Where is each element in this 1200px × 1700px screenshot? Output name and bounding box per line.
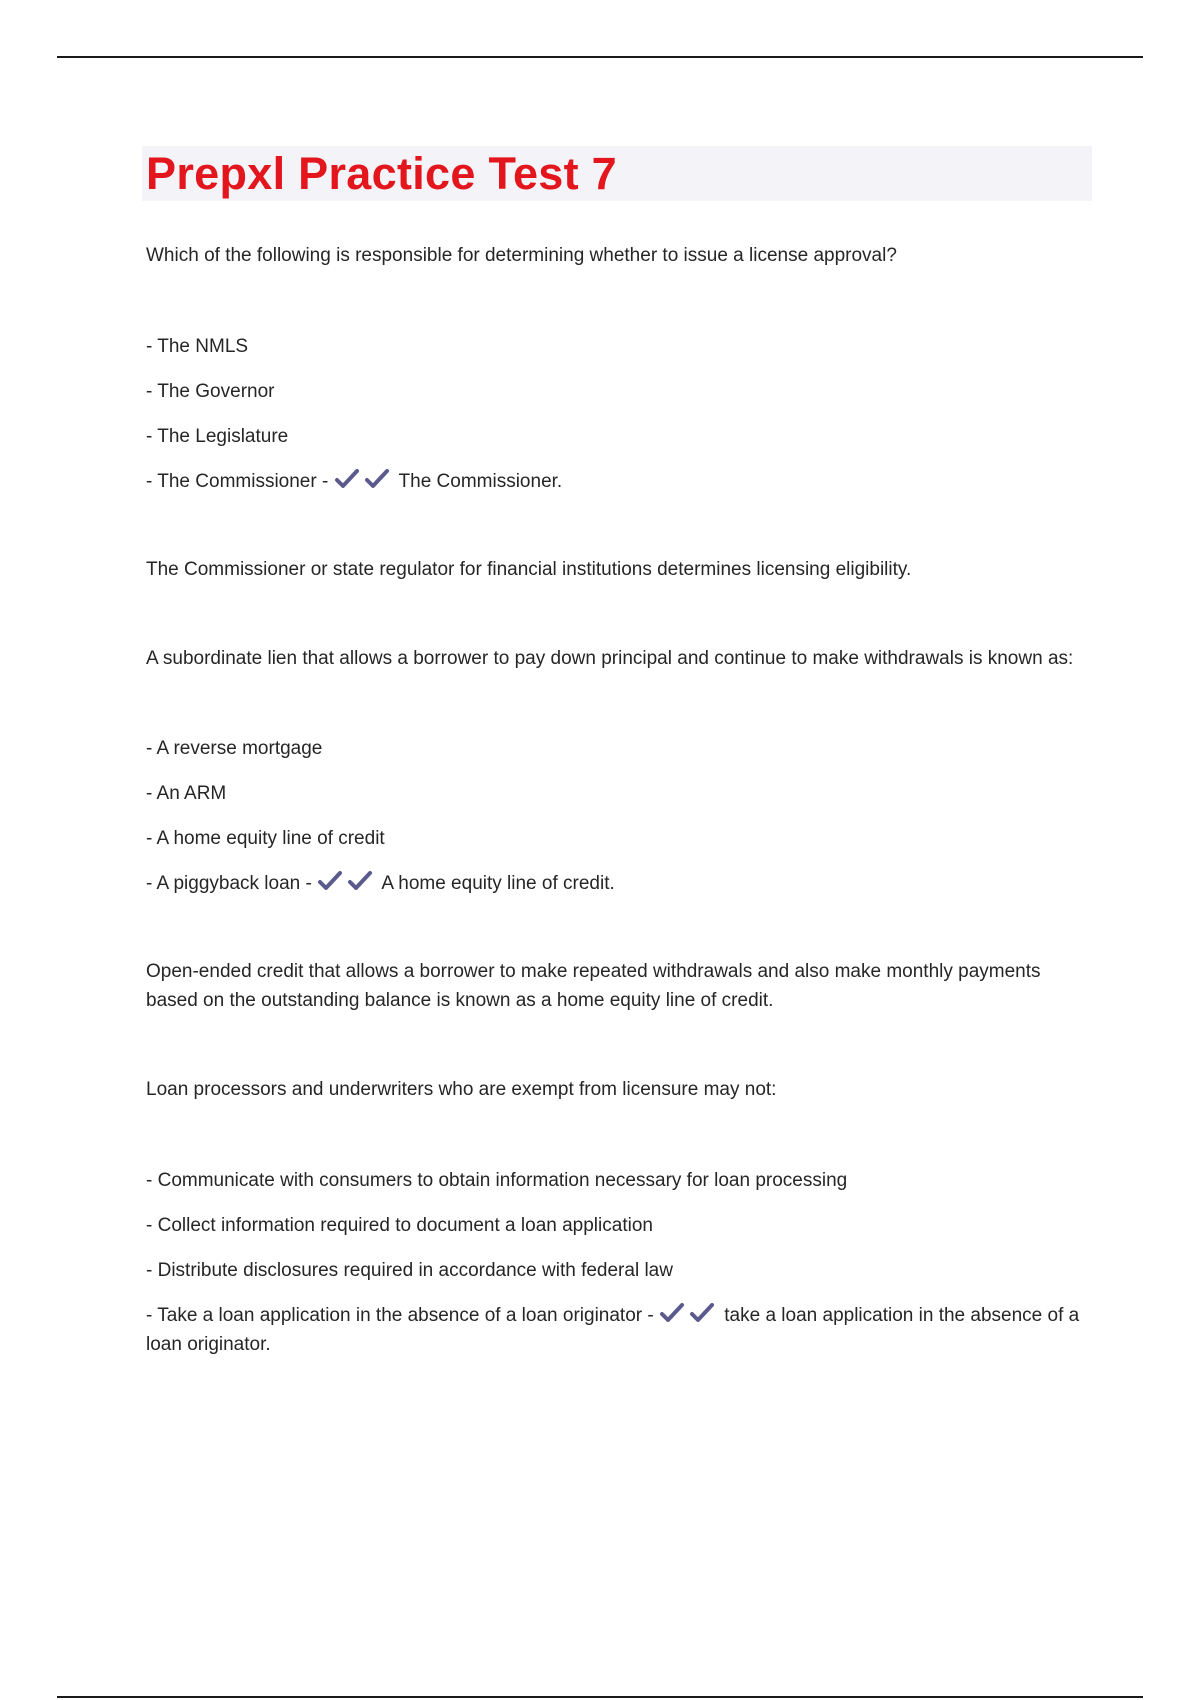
explanation-text: The Commissioner or state regulator for financial institutions determines licensing eligibility. — [146, 559, 912, 580]
options-2 — [146, 734, 1092, 898]
question-text: Loan processors and underwriters who are exempt from licensure may not: — [146, 1079, 777, 1100]
option-label: - The Commissioner - — [146, 471, 329, 492]
question-2 — [146, 644, 1092, 673]
question-text: Which of the following is responsible for determining whether to issue a license approval? — [146, 245, 897, 266]
explanation-2 — [146, 957, 1092, 1015]
checkmark-icon — [334, 468, 360, 490]
option-item: - Collect information required to document a loan application — [146, 1215, 653, 1236]
option-item: - A home equity line of credit — [146, 828, 385, 849]
checkmark-icon — [364, 468, 390, 490]
option-item: - The Legislature — [146, 426, 289, 447]
question-text: A subordinate lien that allows a borrower to pay down principal and continue to make withdrawals is known as: — [146, 648, 1074, 669]
option-item: - The NMLS — [146, 336, 249, 357]
question-3 — [146, 1075, 1092, 1104]
explanation-1 — [146, 555, 1092, 584]
option-item: - An ARM — [146, 783, 227, 804]
option-item: - The Governor — [146, 381, 275, 402]
checkmark-icon — [347, 870, 373, 892]
option-item-answered — [146, 1301, 1092, 1359]
options-3 — [146, 1166, 1092, 1359]
answer-text: A home equity line of credit. — [381, 873, 615, 894]
option-label: - A piggyback loan - — [146, 873, 312, 894]
option-item-answered — [146, 467, 1092, 496]
option-label: - Take a loan application in the absence of a loan originator - — [146, 1305, 654, 1326]
option-item: - Communicate with consumers to obtain information necessary for loan processing — [146, 1170, 848, 1191]
option-item-answered — [146, 869, 1092, 898]
checkmark-icon — [689, 1302, 715, 1324]
title-band — [142, 146, 1092, 201]
option-item: - A reverse mortgage — [146, 738, 323, 759]
options-1 — [146, 332, 1092, 496]
page-title: Prepxl Practice Test 7 — [146, 148, 618, 199]
top-rule — [57, 56, 1143, 58]
question-1 — [146, 241, 1092, 270]
checkmark-icon — [317, 870, 343, 892]
bottom-rule — [57, 1696, 1143, 1698]
answer-text: The Commissioner. — [398, 471, 563, 492]
answer-text: take a loan application in the absence of a loan originator. — [146, 1305, 1080, 1355]
checkmark-icon — [659, 1302, 685, 1324]
document-page — [146, 146, 1092, 1359]
explanation-text: Open-ended credit that allows a borrower to make repeated withdrawals and also make monthly payments based on the outstanding balance is known as a home equity line of credit. — [146, 961, 1041, 1011]
option-item: - Distribute disclosures required in accordance with federal law — [146, 1260, 673, 1281]
